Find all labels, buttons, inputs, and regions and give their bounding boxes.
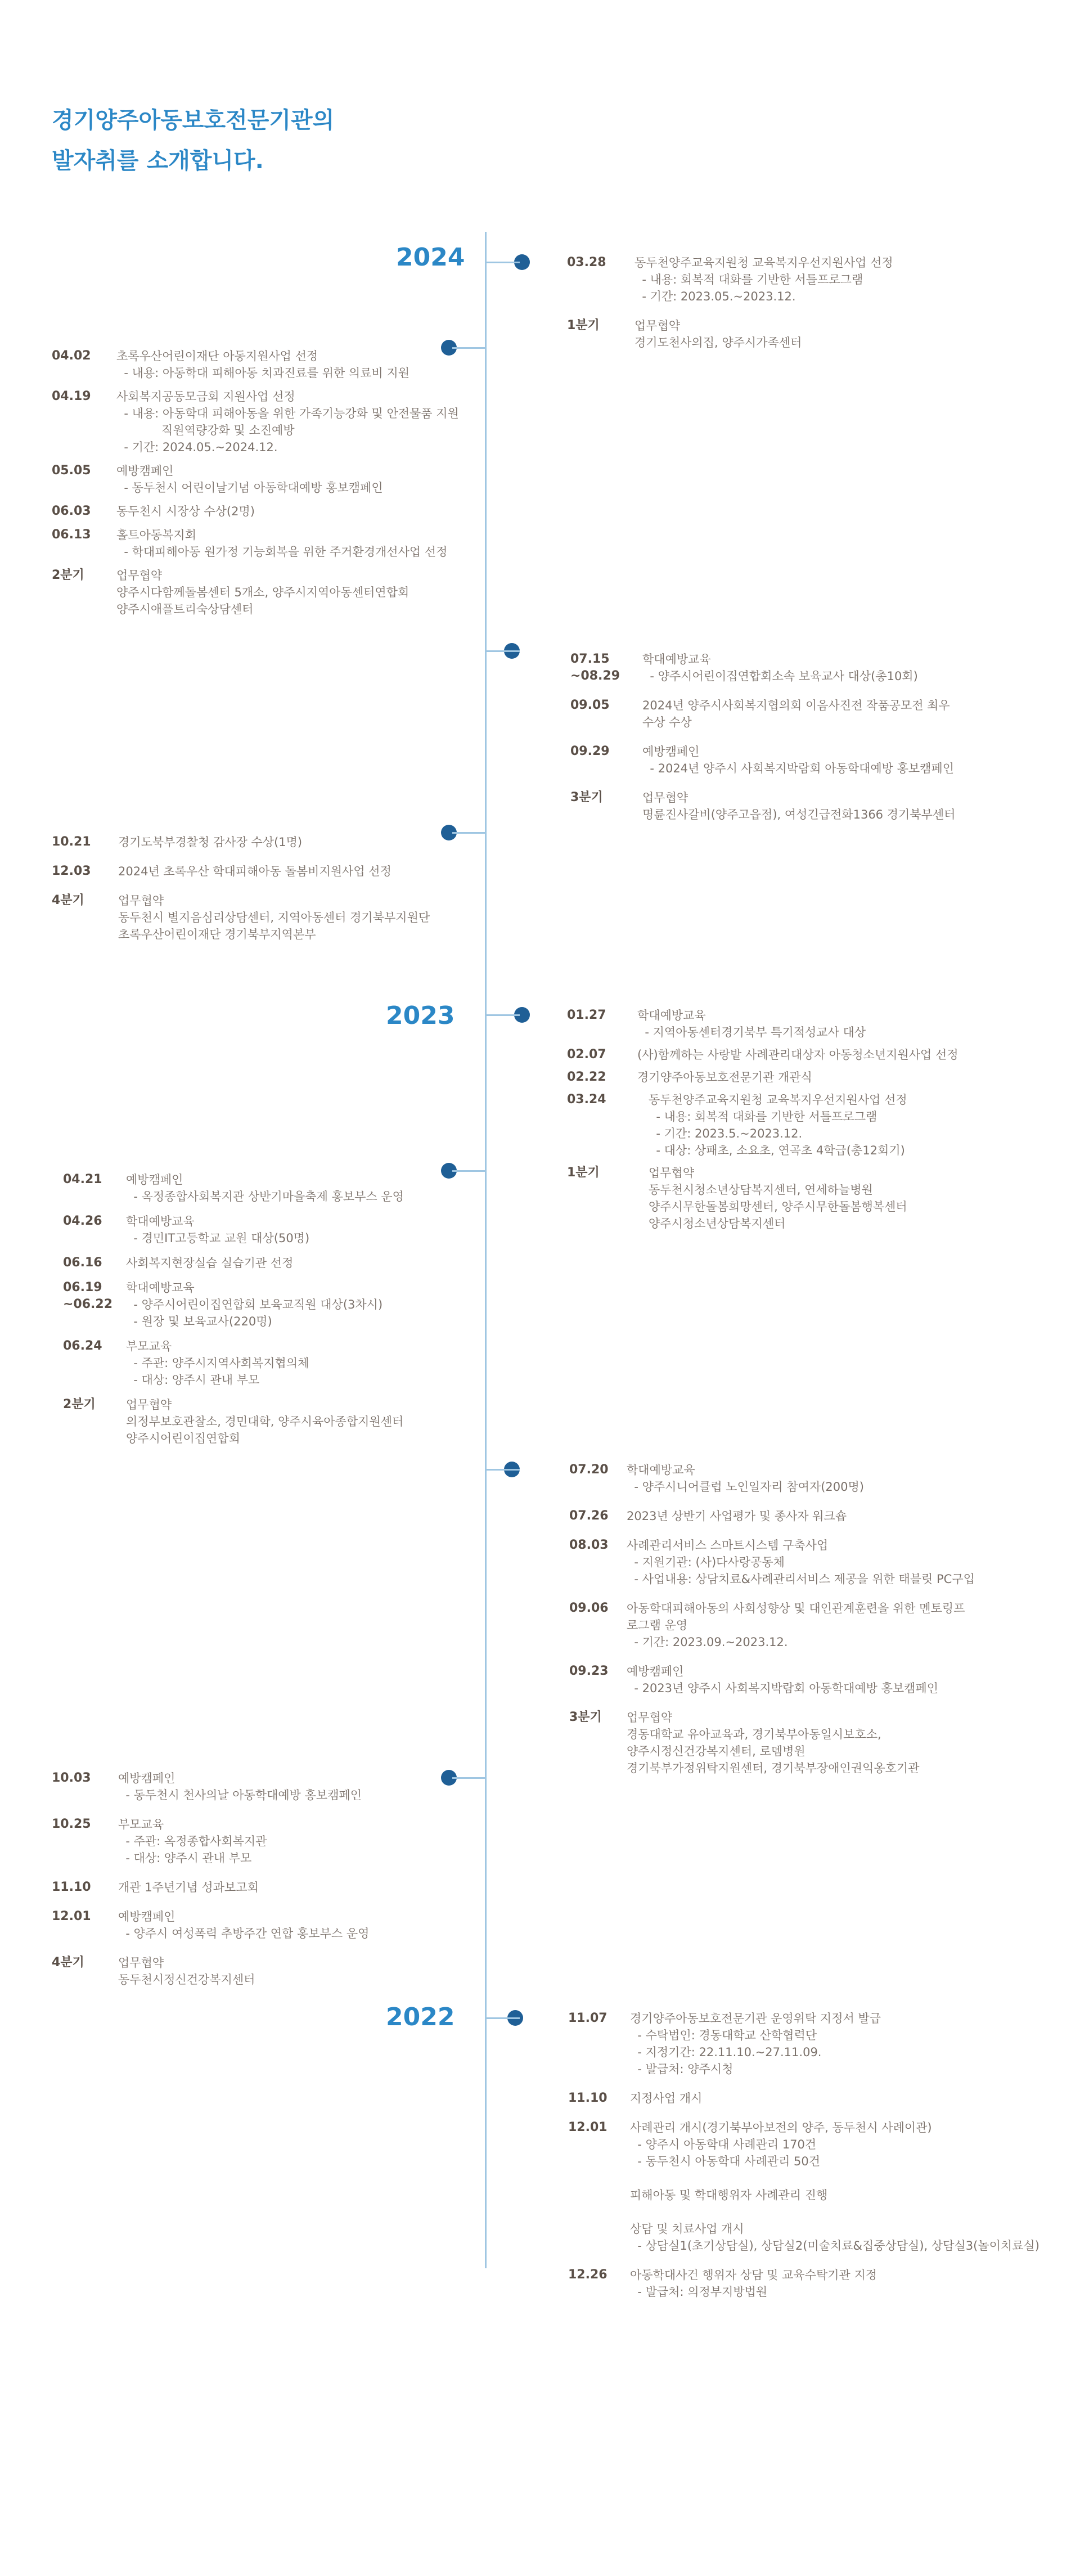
entry-line: - 지정기간: 22.11.10.~27.11.09.: [630, 2045, 822, 2059]
entry-line: - 2024년 양주시 사회복지박람회 아동학대예방 홍보캠페인: [642, 762, 955, 775]
timeline-axis: [485, 232, 487, 2268]
entry-line: 예방캠페인: [627, 1665, 684, 1678]
entry-line: 양주시무한돌봄희망센터, 양주시무한돌봄행복센터: [637, 1200, 907, 1213]
entry-date: 12.01: [568, 2120, 608, 2134]
entry-date: 06.16: [63, 1256, 102, 1270]
entry-description: [627, 1508, 847, 1525]
entry-description: [126, 1255, 293, 1271]
entry-line: - 동두천시 아동학대 사례관리 50건: [630, 2155, 821, 2168]
entry-description: [116, 527, 447, 560]
entry-description: [116, 462, 383, 496]
entry-line: - 내용: 회복적 대화를 기반한 서틀프로그램: [634, 273, 863, 286]
entry-description: [118, 1908, 369, 1942]
entry-line: 양주시정신건강복지센터, 로뎀병원: [627, 1745, 806, 1758]
entry-line: 경기양주아동보호전문기관 운영위탁 지정서 발급: [630, 2012, 881, 2025]
entry-line: 부모교육: [118, 1818, 164, 1831]
entry-line: 경기도북부경찰청 감사장 수상(1명): [118, 835, 303, 849]
entry-description: [118, 834, 302, 851]
entry-date: 4분기: [52, 893, 84, 907]
entry-line: - 기간: 2023.5.~2023.12.: [637, 1127, 803, 1140]
entry-line: 동두천양주교육지원청 교육복지우선지원사업 선정: [637, 1093, 907, 1107]
entry-line: - 발급처: 양주시청: [630, 2062, 734, 2076]
entry-description: [627, 1663, 938, 1697]
entry-line: 동두천양주교육지원청 교육복지우선지원사업 선정: [634, 256, 893, 269]
entry-description: [627, 1537, 975, 1588]
entry-line: - 지역아동센터경기북부 특기적성교사 대상: [637, 1026, 866, 1039]
entry-description: [627, 1600, 965, 1651]
entry-line: [630, 2170, 1040, 2187]
entry-line: 명륜진사갈비(양주고읍점), 여성긴급전화1366 경기북부센터: [642, 808, 956, 821]
entry-line: 업무협약: [118, 894, 164, 907]
entry-date: 05.05: [52, 464, 91, 478]
entry-description: [634, 317, 802, 351]
entry-line: 양주시청소년상담복지센터: [637, 1217, 786, 1230]
entry-description: [126, 1396, 403, 1447]
entry-date: 3분기: [570, 790, 603, 804]
entry-description: [642, 789, 955, 823]
entry-line: (사)함께하는 사랑밭 사례관리대상자 아동청소년지원사업 선정: [637, 1048, 958, 1062]
entry-line: - 기간: 2024.05.~2024.12.: [116, 440, 278, 454]
entry-line: 양주시애플트리숙상담센터: [116, 603, 254, 616]
entry-line: - 양주시 여성폭력 추방주간 연합 홍보부스 운영: [118, 1927, 370, 1940]
entry-line: - 양주시어린이집연합회소속 보육교사 대상(총10회): [642, 669, 918, 683]
entry-date: 07.15 ~08.29: [570, 652, 620, 683]
entry-description: [637, 1165, 907, 1232]
entry-description: [116, 348, 410, 381]
entry-line: - 주관: 양주시지역사회복지협의체: [126, 1356, 309, 1370]
entry-line: 학대예방교육: [627, 1463, 695, 1477]
entry-description: [116, 503, 255, 520]
entry-description: [627, 1709, 920, 1777]
entry-description: [118, 1816, 267, 1867]
entry-line: 개관 1주년기념 성과보고회: [118, 1881, 259, 1894]
entry-line: 학대예방교육: [637, 1009, 706, 1022]
entry-line: 예방캠페인: [126, 1173, 183, 1186]
entry-description: [118, 1879, 259, 1896]
year-2023: 2023: [386, 1001, 455, 1030]
entry-line: - 옥정종합사회복지관 상반기마을축제 홍보부스 운영: [126, 1190, 404, 1203]
entry-description: [126, 1171, 404, 1205]
entry-line: - 원장 및 보육교사(220명): [126, 1315, 272, 1328]
entry-description: [116, 388, 459, 456]
entry-line: - 양주시 아동학대 사례관리 170건: [630, 2138, 817, 2151]
entry-date: 07.26: [569, 1509, 609, 1523]
entry-description: [630, 2267, 877, 2300]
entry-date: 02.07: [567, 1048, 606, 1062]
group-tick: [452, 1170, 486, 1172]
entry-line: 동두천시 별지음심리상담센터, 지역아동센터 경기북부지원단: [118, 911, 430, 924]
entry-line: - 동두천시 어린이날기념 아동학대예방 홍보캠페인: [116, 481, 383, 494]
entry-line: 수상 수상: [642, 716, 692, 729]
entry-line: 로그램 운영: [627, 1619, 688, 1632]
entry-line: 초록우산어린이재단 아동지원사업 선정: [116, 349, 318, 363]
entry-line: 지정사업 개시: [630, 2092, 703, 2105]
entry-line: 양주시어린이집연합회: [126, 1432, 240, 1445]
entry-description: [126, 1338, 309, 1388]
entry-description: [637, 1091, 907, 1159]
entry-line: - 동두천시 천사의날 아동학대예방 홍보캠페인: [118, 1788, 362, 1802]
entry-description: [637, 1046, 958, 1063]
entry-line: - 경민IT고등학교 교원 대상(50명): [126, 1231, 310, 1245]
entry-date: 08.03: [569, 1538, 609, 1552]
entry-description: [627, 1462, 864, 1495]
entry-date: 04.02: [52, 349, 91, 363]
entry-line: 상담 및 치료사업 개시: [630, 2222, 744, 2236]
entry-line: - 2023년 양주시 사회복지박람회 아동학대예방 홍보캠페인: [627, 1682, 939, 1695]
page-title-line-2: 발자취를 소개합니다.: [52, 148, 264, 174]
entry-line: 아동학대사건 행위자 상담 및 교육수탁기관 지정: [630, 2268, 878, 2282]
entry-date: 09.29: [570, 744, 610, 758]
entry-date: 07.20: [569, 1463, 609, 1477]
entry-line: 예방캠페인: [642, 745, 700, 758]
entry-line: 2023년 상반기 사업평가 및 종사자 워크숍: [627, 1509, 847, 1523]
entry-description: [642, 743, 954, 777]
entry-line: 예방캠페인: [116, 464, 174, 478]
entry-line: 업무협약: [116, 569, 163, 582]
entry-line: 직원역량강화 및 소진예방: [116, 424, 295, 437]
entry-line: 업무협약: [627, 1711, 673, 1724]
entry-description: [116, 567, 409, 618]
entry-description: [630, 2010, 881, 2078]
entry-date: 11.07: [568, 2011, 608, 2025]
entry-description: [118, 892, 430, 943]
entry-date: 04.19: [52, 389, 91, 403]
entry-date: 1분기: [567, 1166, 600, 1180]
entry-date: 01.27: [567, 1008, 606, 1022]
entry-line: 업무협약: [126, 1398, 172, 1411]
entry-line: 의정부보호관찰소, 경민대학, 양주시육아종합지원센터: [126, 1415, 404, 1428]
entry-line: - 내용: 회복적 대화를 기반한 서틀프로그램: [637, 1110, 878, 1123]
entry-description: [642, 697, 950, 731]
entry-line: 2024년 초록우산 학대피해아동 돌봄비지원사업 선정: [118, 865, 392, 878]
group-tick: [486, 1469, 520, 1471]
entry-line: 2024년 양주시사회복지협의회 이음사진전 작품공모전 최우: [642, 699, 950, 712]
entry-line: 초록우산어린이재단 경기북부지역본부: [118, 928, 316, 941]
entry-line: - 양주시어린이집연합회 보육교직원 대상(3차시): [126, 1298, 383, 1311]
entry-line: 학대예방교육: [642, 653, 711, 666]
year-2023-tick: [486, 1014, 520, 1016]
entry-date: 03.28: [567, 255, 606, 269]
entry-line: 사례관리서비스 스마트시스템 구축사업: [627, 1539, 829, 1552]
entry-line: - 대상: 상패초, 소요초, 연곡초 4학급(총12회기): [637, 1144, 905, 1157]
entry-date: 1분기: [567, 318, 600, 332]
entry-date: 06.24: [63, 1339, 102, 1353]
entry-date: 11.10: [568, 2091, 608, 2105]
entry-date: 04.21: [63, 1172, 102, 1186]
entry-description: [637, 1007, 866, 1041]
entry-description: [642, 651, 918, 685]
entry-line: 경기양주아동보호전문기관 개관식: [637, 1071, 812, 1084]
entry-date: 09.05: [570, 698, 610, 712]
entry-line: 예방캠페인: [118, 1772, 176, 1785]
entry-line: 업무협약: [118, 1956, 164, 1970]
year-2024-tick: [486, 262, 520, 263]
entry-line: 사례관리 개시(경기북부아보전의 양주, 동두천시 사례이관): [630, 2121, 932, 2134]
entry-description: [118, 1770, 362, 1804]
entry-date: 2분기: [63, 1397, 96, 1411]
entry-date: 3분기: [569, 1710, 602, 1724]
entry-line: 경동대학교 유아교육과, 경기북부아동일시보호소,: [627, 1728, 881, 1741]
entry-line: - 내용: 아동학대 피해아동 치과진료를 위한 의료비 지원: [116, 366, 410, 380]
entry-line: 경기도천사의집, 양주시가족센터: [634, 336, 802, 349]
group-tick: [486, 650, 520, 652]
entry-line: 홀트아동복지회: [116, 528, 197, 542]
entry-date: 10.21: [52, 835, 91, 849]
entry-date: 12.01: [52, 1909, 91, 1923]
entry-line: 경기북부가정위탁지원센터, 경기북부장애인권익옹호기관: [627, 1761, 920, 1775]
entry-date: 04.26: [63, 1214, 102, 1228]
entry-date: 06.13: [52, 528, 91, 542]
entry-line: - 지원기관: (사)다사랑공동체: [627, 1556, 785, 1569]
entry-line: 아동학대피해아동의 사회성향상 및 대인관계훈련을 위한 멘토링프: [627, 1602, 965, 1615]
entry-date: 09.06: [569, 1601, 609, 1615]
entry-line: 동두천시 시장상 수상(2명): [116, 505, 255, 518]
entry-date: 10.03: [52, 1771, 91, 1785]
entry-line: - 수탁법인: 경동대학교 산학협력단: [630, 2029, 817, 2042]
entry-description: [630, 2119, 1040, 2254]
entry-line: - 양주시니어클럽 노인일자리 참여자(200명): [627, 1480, 864, 1494]
entry-line: - 발급처: 의정부지방법원: [630, 2285, 768, 2299]
entry-line: 학대예방교육: [126, 1281, 195, 1294]
entry-date: 06.19 ~06.22: [63, 1280, 113, 1311]
entry-line: 사회복지현장실습 실습기관 선정: [126, 1256, 294, 1270]
entry-line: - 대상: 양주시 관내 부모: [126, 1373, 260, 1387]
entry-line: 업무협약: [642, 791, 688, 804]
year-2022: 2022: [386, 2003, 455, 2031]
entry-date: 11.10: [52, 1880, 91, 1894]
entry-line: 사회복지공동모금회 지원사업 선정: [116, 390, 295, 403]
entry-line: 피해아동 및 학대행위자 사례관리 진행: [630, 2188, 828, 2202]
entry-date: 09.23: [569, 1664, 609, 1678]
entry-line: 학대예방교육: [126, 1215, 195, 1228]
entry-line: [630, 2204, 1040, 2220]
entry-line: 예방캠페인: [118, 1910, 176, 1923]
entry-line: - 내용: 아동학대 피해아동을 위한 가족기능강화 및 안전물품 지원: [116, 407, 459, 420]
group-tick: [452, 347, 486, 349]
entry-line: - 대상: 양주시 관내 부모: [118, 1851, 252, 1865]
entry-line: 업무협약: [637, 1166, 695, 1180]
entry-description: [126, 1213, 309, 1247]
entry-line: - 학대피해아동 원가정 기능회복을 위한 주거환경개선사업 선정: [116, 545, 448, 559]
entry-description: [637, 1069, 812, 1086]
entry-date: 4분기: [52, 1955, 84, 1970]
year-2024: 2024: [396, 243, 465, 272]
entry-line: 업무협약: [634, 319, 681, 332]
entry-description: [126, 1279, 382, 1330]
page-title-line-1: 경기양주아동보호전문기관의: [52, 107, 335, 133]
year-2022-tick: [486, 2017, 520, 2019]
entry-line: - 사업내용: 상담치료&사례관리서비스 제공을 위한 태블릿 PC구입: [627, 1572, 975, 1586]
entry-description: [630, 2090, 702, 2107]
entry-date: 2분기: [52, 568, 84, 582]
entry-description: [634, 254, 893, 305]
entry-line: 동두천시청소년상담복지센터, 연세하늘병원: [637, 1183, 873, 1197]
entry-line: 부모교육: [126, 1339, 172, 1353]
entry-date: 06.03: [52, 504, 91, 518]
entry-line: 동두천시정신건강복지센터: [118, 1973, 255, 1986]
entry-date: 12.03: [52, 864, 91, 878]
page-title: [52, 100, 334, 181]
entry-date: 12.26: [568, 2268, 608, 2282]
entry-line: - 상담실1(초기상담실), 상담실2(미술치료&집중상담실), 상담실3(놀이치료실): [630, 2239, 1040, 2253]
entry-date: 02.22: [567, 1070, 606, 1084]
entry-line: - 주관: 옥정종합사회복지관: [118, 1835, 267, 1848]
entry-date: 10.25: [52, 1817, 91, 1831]
entry-line: - 기간: 2023.09.~2023.12.: [627, 1635, 788, 1649]
entry-line: 양주시다함께돌봄센터 5개소, 양주시지역아동센터연합회: [116, 586, 410, 599]
entry-date: 03.24: [567, 1093, 606, 1107]
entry-description: [118, 1954, 255, 1988]
group-tick: [452, 1777, 486, 1779]
group-tick: [452, 832, 486, 834]
entry-description: [118, 863, 392, 880]
entry-line: - 기간: 2023.05.~2023.12.: [634, 290, 796, 303]
